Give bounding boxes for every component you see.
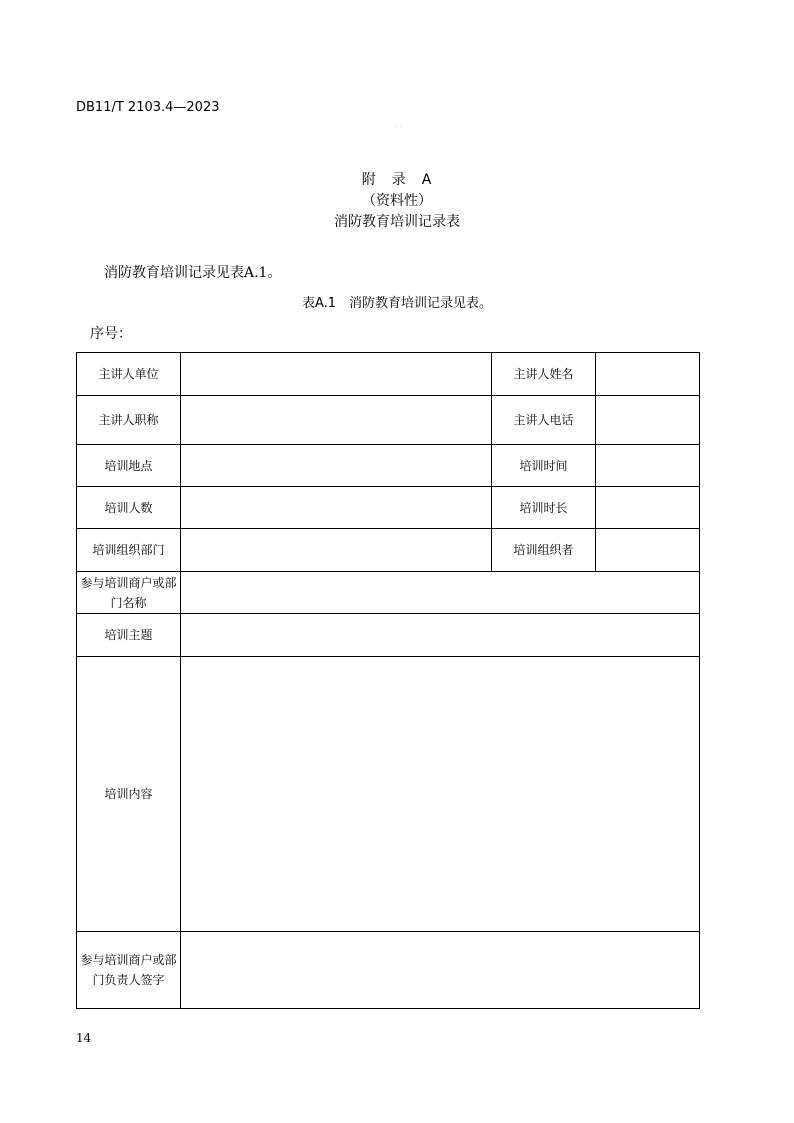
table-row xyxy=(77,932,700,1009)
small-mark: · · xyxy=(396,124,402,131)
participating-merchants-label: 参与培训商户或部门名称 xyxy=(77,572,181,614)
lecturer-phone-label: 主讲人电话 xyxy=(492,396,596,445)
intro-text: 消防教育培训记录见表A.1。 xyxy=(104,265,282,281)
responsible-signature-label: 参与培训商户或部门负责人签字 xyxy=(77,932,181,1009)
training-record-table xyxy=(76,352,700,1009)
lecturer-title-label: 主讲人职称 xyxy=(77,396,181,445)
table-row xyxy=(77,396,700,445)
appendix-type: （资料性） xyxy=(362,193,432,209)
appendix-title: 附 录 A xyxy=(361,172,433,188)
page-number: 14 xyxy=(76,1031,92,1045)
participant-count-label: 培训人数 xyxy=(77,487,181,529)
participant-count-cell[interactable] xyxy=(181,487,492,529)
responsible-signature-cell[interactable] xyxy=(181,932,700,1009)
sequence-label: 序号： xyxy=(90,326,132,342)
lecturer-unit-label: 主讲人单位 xyxy=(77,353,181,396)
table-row xyxy=(77,572,700,614)
training-duration-label: 培训时长 xyxy=(492,487,596,529)
table-row xyxy=(77,445,700,487)
lecturer-title-cell[interactable] xyxy=(181,396,492,445)
training-time-label: 培训时间 xyxy=(492,445,596,487)
training-content-cell[interactable] xyxy=(181,657,700,932)
organizer-cell[interactable] xyxy=(596,529,700,572)
table-row xyxy=(77,487,700,529)
lecturer-unit-cell[interactable] xyxy=(181,353,492,396)
appendix-name: 消防教育培训记录表 xyxy=(334,214,460,230)
training-topic-label: 培训主题 xyxy=(77,614,181,657)
table-row xyxy=(77,614,700,657)
table-row xyxy=(77,529,700,572)
lecturer-phone-cell[interactable] xyxy=(596,396,700,445)
lecturer-name-label: 主讲人姓名 xyxy=(492,353,596,396)
training-location-label: 培训地点 xyxy=(77,445,181,487)
table-caption: 表A.1 消防教育培训记录见表。 xyxy=(301,296,493,311)
training-time-cell[interactable] xyxy=(596,445,700,487)
organizing-department-cell[interactable] xyxy=(181,529,492,572)
organizing-department-label: 培训组织部门 xyxy=(77,529,181,572)
participating-merchants-cell[interactable] xyxy=(181,572,700,614)
standard-code: DB11/T 2103.4—2023 xyxy=(76,100,220,115)
training-location-cell[interactable] xyxy=(181,445,492,487)
training-topic-cell[interactable] xyxy=(181,614,700,657)
training-content-label: 培训内容 xyxy=(77,657,181,932)
training-duration-cell[interactable] xyxy=(596,487,700,529)
table-row xyxy=(77,657,700,932)
lecturer-name-cell[interactable] xyxy=(596,353,700,396)
table-row xyxy=(77,353,700,396)
organizer-label: 培训组织者 xyxy=(492,529,596,572)
